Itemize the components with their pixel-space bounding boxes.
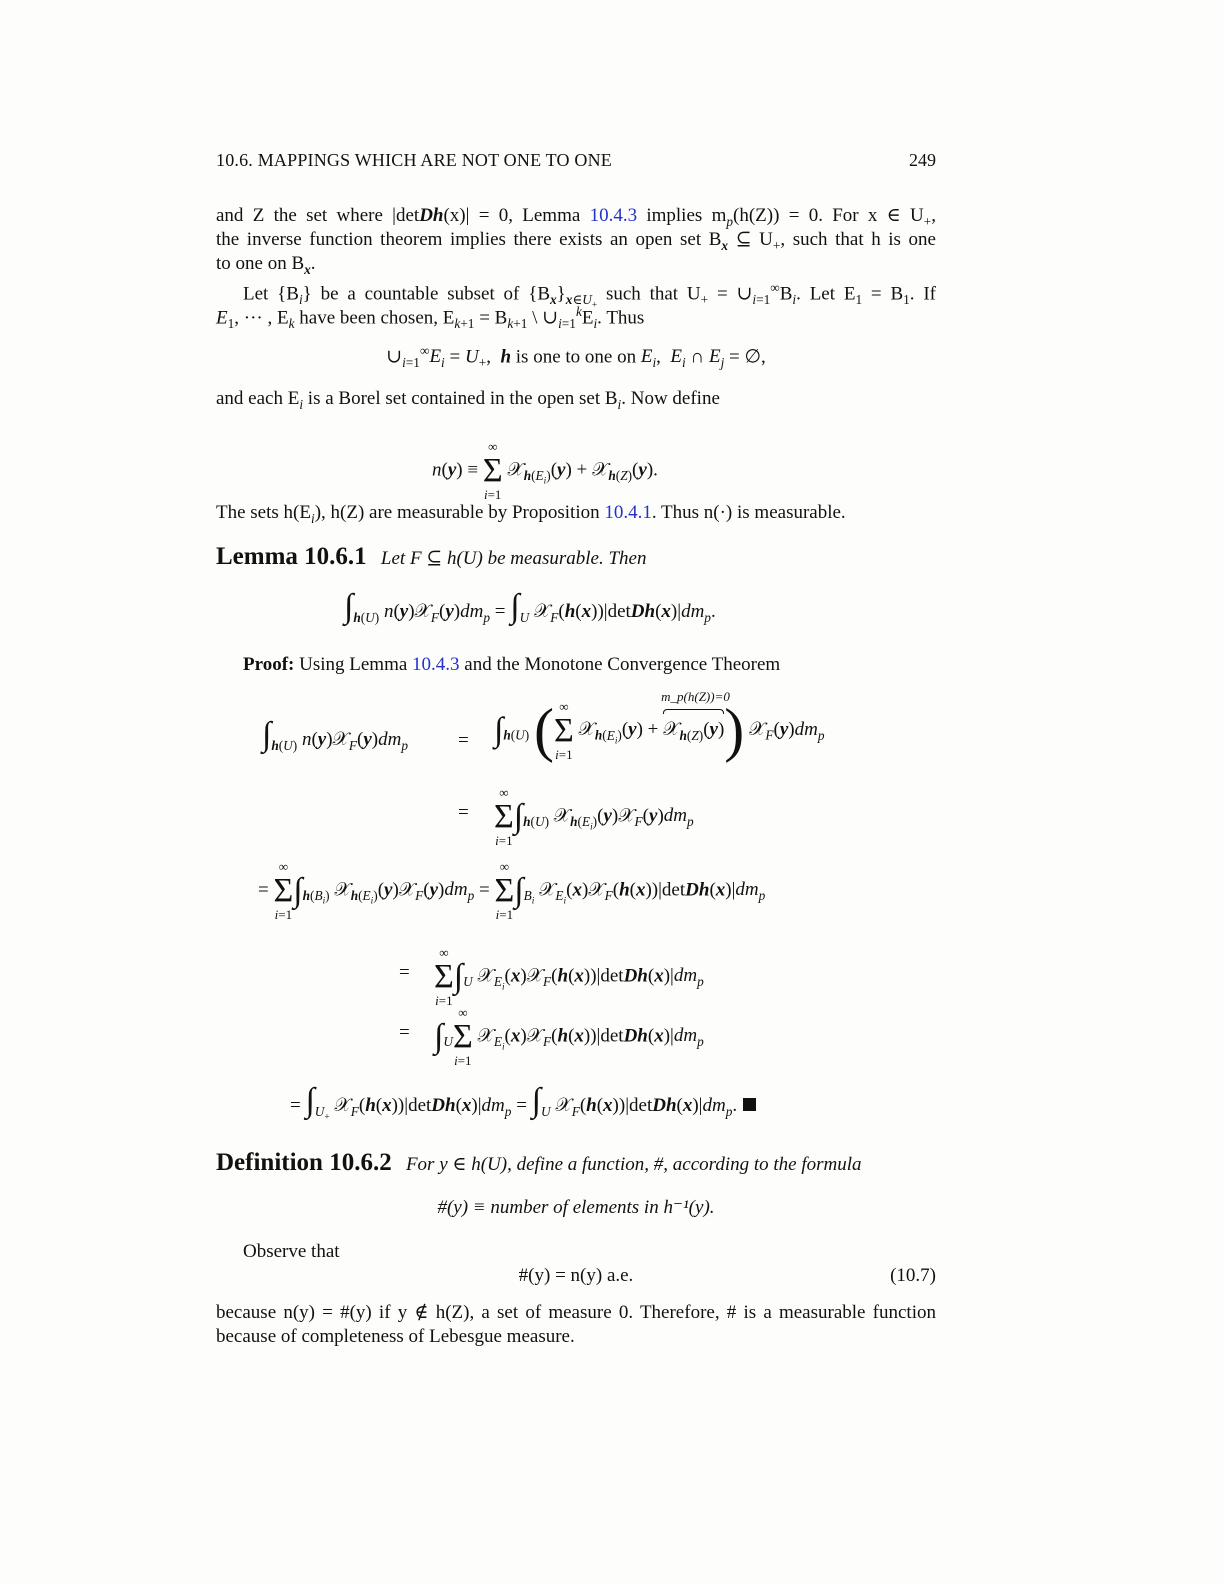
- lemma-label: Lemma 10.6.1: [216, 543, 367, 570]
- equals-sign: =: [458, 802, 469, 823]
- paragraph-line: Observe that: [243, 1241, 340, 1262]
- display-equation: = ∞ Σ $i=1\int_{h(B_i)}$ $𝒳_{h(E_i)}(y)𝒳_F(y)dm_p$ = ∞ Σ $i=1\int_{B_i}$ $𝒳_{E_i}(x)𝒳_F(h(x))|detDh(x)|dm_p$: [258, 859, 766, 922]
- page-number: 249: [909, 150, 936, 170]
- ref-link[interactable]: 10.4.3: [412, 654, 460, 675]
- equals-sign: =: [399, 1022, 410, 1043]
- paragraph-line: and each $E_i$ is a Borel set contained in the open set $B_i$. Now define: [216, 388, 720, 412]
- display-equation: $\int_{h(U)}$ ( ∞ Σ i=1 𝒳$_{h(E_i)}$(y) + m_p(h(Z))=0 𝒳$_{h(Z)}$(y)) $𝒳_F(y)dm_p$: [494, 688, 825, 763]
- equals-sign: =: [399, 962, 410, 983]
- definition-text: For y ∈ h(U), define a function, #, according to the formula: [405, 1154, 862, 1175]
- display-equation: #(y) = n(y) a.e.: [518, 1265, 634, 1286]
- paragraph-line: because of completeness of Lebesgue measure.: [216, 1326, 575, 1347]
- display-equation: n(y) ≡ ∞ Σ i=1 𝒳$_{h(E_i)}$(y) + 𝒳$_{h(Z)}$(y).: [432, 439, 658, 502]
- qed-icon: [743, 1098, 756, 1111]
- overbrace-label: m_p(h(Z))=0: [661, 688, 730, 704]
- lemma-text: Let F ⊆ h(U) be measurable. Then: [380, 548, 647, 569]
- proof-label: Proof:: [243, 654, 295, 675]
- display-equation: $\int_U\infty$ Σ i=1 $𝒳_{E_i}(x)𝒳_F(h(x))|detDh(x)|dm_p$: [434, 1005, 704, 1068]
- paragraph-line: the inverse function theorem implies there exists an open set $B_x$ ⊆ $U_+$, such that h is one: [216, 229, 936, 253]
- ref-link[interactable]: 10.4.1: [604, 502, 652, 523]
- ref-link[interactable]: 10.4.3: [589, 205, 638, 226]
- equation-number: (10.7): [890, 1265, 936, 1286]
- paragraph-line: to one on $B_x$.: [216, 253, 316, 277]
- display-equation: = $\int_{U_+}$ $𝒳_F(h(x))|detDh(x)|dm_p = \int_U$ $𝒳_F(h(x))|detDh(x)|dm_p$.: [290, 1084, 756, 1122]
- lemma: [216, 542, 936, 574]
- display-equation: $\cup_{i=1}^\infty E_i = U_+$, h is one to one on $E_i$, $E_i$ ∩ $E_j$ = ∅,: [386, 343, 766, 371]
- paragraph-line: Let $\{B_i\}$ be a countable subset of $\{B_x\}_{x\in U_+}$ such that $U_+$ = $\cup_{i=1}^\infty B_i$. Let $E_1 = B_1$. If: [243, 280, 936, 311]
- paragraph-line: The sets $h(E_i)$, h(Z) are measurable by Proposition 10.4.1. Thus n(·) is measurable.: [216, 502, 846, 526]
- paragraph-line: and Z the set where |detDh(x)| = 0, Lemma 10.4.3 implies $m_p(h(Z)) = 0$. For x ∈ $U_+$,: [216, 205, 936, 229]
- running-header: 10.6. MAPPINGS WHICH ARE NOT ONE TO ONE: [216, 150, 612, 170]
- equals-sign: =: [458, 730, 469, 751]
- display-equation: ∞ Σ $i=1\int_{h(U)}$ $𝒳_{h(E_i)}(y)𝒳_F(y)dm_p$: [494, 785, 694, 848]
- display-equation: $\int_{h(U)}$ $n(y)𝒳_F(y)dm_p = \int_U$ $𝒳_F(h(x))|detDh(x)|dm_p$.: [344, 588, 716, 625]
- proof-line: Proof: Using Lemma 10.4.3 and the Monotone Convergence Theorem: [243, 654, 781, 675]
- definition-label: Definition 10.6.2: [216, 1149, 392, 1176]
- paragraph-line: because n(y) = #(y) if y ∉ h(Z), a set of measure 0. Therefore, # is a measurable function: [216, 1302, 936, 1323]
- display-equation: ∞ Σ $i=1\int_U$ $𝒳_{E_i}(x)𝒳_F(h(x))|detDh(x)|dm_p$: [434, 945, 704, 1008]
- paragraph-line: $E_1$, ··· , $E_k$ have been chosen, $E_{k+1} = B_{k+1}$ \ $\cup_{i=1}^kE_i$. Thus: [216, 304, 645, 332]
- definition: [216, 1147, 936, 1181]
- definition-equation: #(y) ≡ number of elements in h⁻¹(y).: [437, 1197, 715, 1218]
- display-equation: $\int_{h(U)}$ $n(y)𝒳_F(y)dm_p$: [262, 716, 409, 753]
